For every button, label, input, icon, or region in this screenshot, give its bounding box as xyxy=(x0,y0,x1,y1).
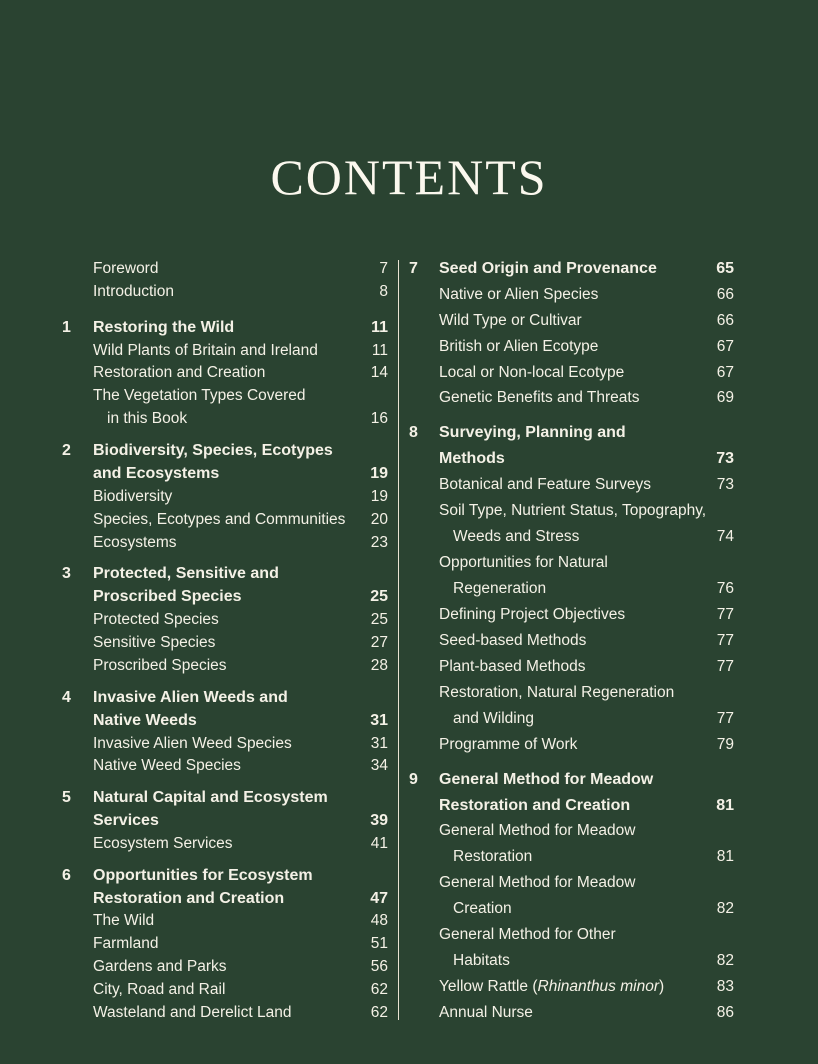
page-number: 39 xyxy=(370,812,388,829)
chapter-title-line: Opportunities for Ecosystem xyxy=(93,867,313,884)
chapter-title-line: Biodiversity, Species, Ecotypes xyxy=(93,442,333,459)
page-number: 76 xyxy=(716,580,734,597)
entry-title-line: Soil Type, Nutrient Status, Topography, xyxy=(439,502,707,519)
page-number: 14 xyxy=(370,364,388,381)
chapter-title-line: Proscribed Species xyxy=(93,588,242,605)
entry-title-line: Wasteland and Derelict Land xyxy=(93,1004,292,1021)
entry-title-line: Habitats xyxy=(453,952,510,969)
entry-title-line: The Vegetation Types Covered xyxy=(93,387,306,404)
page-number: 77 xyxy=(716,710,734,727)
page-number: 79 xyxy=(716,736,734,753)
page-number: 81 xyxy=(716,797,734,814)
entry-title-line: Native Weed Species xyxy=(93,757,241,774)
page-number: 25 xyxy=(370,611,388,628)
page-number: 48 xyxy=(370,912,388,929)
entry-title-line: Creation xyxy=(453,900,512,917)
page-number: 62 xyxy=(370,1004,388,1021)
page-number: 67 xyxy=(716,338,734,355)
chapter-number: 3 xyxy=(62,565,71,582)
entry-title-line: Restoration, Natural Regeneration xyxy=(439,684,675,701)
entry-title-line: Plant-based Methods xyxy=(439,658,586,675)
page-number: 82 xyxy=(716,900,734,917)
species-name: Rhinanthus minor xyxy=(537,978,659,995)
page-number: 74 xyxy=(716,528,734,545)
page-number: 19 xyxy=(370,488,388,505)
entry-title-line: Local or Non-local Ecotype xyxy=(439,364,625,381)
chapter-title-line: Restoration and Creation xyxy=(93,890,285,907)
page-number: 41 xyxy=(370,835,388,852)
entry-title-line: Wild Plants of Britain and Ireland xyxy=(93,342,318,359)
entry-title-line: Biodiversity xyxy=(93,488,173,505)
entry-title-line: Yellow Rattle (Rhinanthus minor) xyxy=(439,978,665,995)
page-number: 73 xyxy=(716,450,734,467)
entry-title-line: Invasive Alien Weed Species xyxy=(93,735,292,752)
page-number: 25 xyxy=(370,588,388,605)
page-number: 66 xyxy=(716,286,734,303)
entry-title-line: Restoration and Creation xyxy=(93,364,266,381)
chapter-title-line: Seed Origin and Provenance xyxy=(439,260,657,277)
entry-title-line: General Method for Other xyxy=(439,926,616,943)
page-number: 28 xyxy=(370,657,388,674)
entry-title-line: Gardens and Parks xyxy=(93,958,227,975)
entry-title-line: Ecosystems xyxy=(93,534,177,551)
entry-title-line: Proscribed Species xyxy=(93,657,227,674)
chapter-number: 4 xyxy=(62,689,71,706)
chapter-number: 1 xyxy=(62,319,71,336)
entry-title-line: and Wilding xyxy=(453,710,534,727)
page-number: 34 xyxy=(370,757,388,774)
chapter-title-line: Natural Capital and Ecosystem xyxy=(93,789,328,806)
entry-title-line: General Method for Meadow xyxy=(439,874,636,891)
entry-title-line: City, Road and Rail xyxy=(93,981,226,998)
page-number: 67 xyxy=(716,364,734,381)
entry-title-line: British or Alien Ecotype xyxy=(439,338,599,355)
chapter-title-line: Methods xyxy=(439,450,505,467)
page-number: 11 xyxy=(371,342,388,359)
entry-title-line: Species, Ecotypes and Communities xyxy=(93,511,346,528)
chapter-number: 8 xyxy=(409,424,418,441)
chapter-title-line: Protected, Sensitive and xyxy=(93,565,279,582)
page-number: 77 xyxy=(716,658,734,675)
entry-title-line: Sensitive Species xyxy=(93,634,216,651)
chapter-number: 6 xyxy=(62,867,71,884)
entry-title-line: Defining Project Objectives xyxy=(439,606,626,623)
chapter-title-line: Invasive Alien Weeds and xyxy=(93,689,288,706)
chapter-number: 9 xyxy=(409,771,418,788)
entry-title-line: Annual Nurse xyxy=(439,1004,533,1021)
page-number: 77 xyxy=(716,606,734,623)
chapter-number: 7 xyxy=(409,260,418,277)
page-number: 7 xyxy=(379,260,388,277)
page-number: 27 xyxy=(370,634,388,651)
page-number: 73 xyxy=(716,476,734,493)
entry-title-line: Weeds and Stress xyxy=(453,528,580,545)
chapter-number: 2 xyxy=(62,442,71,459)
entry-title-line: Genetic Benefits and Threats xyxy=(439,389,640,406)
chapter-title-line: Restoration and Creation xyxy=(439,797,631,814)
entry-title-line: Opportunities for Natural xyxy=(439,554,608,571)
entry-title-line: Wild Type or Cultivar xyxy=(439,312,582,329)
entry-title-line: Restoration xyxy=(453,848,533,865)
page-number: 82 xyxy=(716,952,734,969)
page-number: 31 xyxy=(370,735,388,752)
chapter-title-line: Restoring the Wild xyxy=(93,319,235,336)
page-number: 56 xyxy=(370,958,388,975)
page-number: 69 xyxy=(716,389,734,406)
page-number: 66 xyxy=(716,312,734,329)
entry-title-line: Foreword xyxy=(93,260,159,277)
page-number: 81 xyxy=(716,848,734,865)
entry-title-line: Protected Species xyxy=(93,611,219,628)
entry-title-line: Regeneration xyxy=(453,580,547,597)
entry-title-line: Farmland xyxy=(93,935,159,952)
page-number: 8 xyxy=(379,283,388,300)
page-title: CONTENTS xyxy=(270,149,548,205)
entry-title-line: Seed-based Methods xyxy=(439,632,587,649)
page-number: 62 xyxy=(370,981,388,998)
chapter-number: 5 xyxy=(62,789,71,806)
chapter-title-line: Surveying, Planning and xyxy=(439,424,626,441)
page-number: 20 xyxy=(370,511,388,528)
entry-title-line: Ecosystem Services xyxy=(93,835,233,852)
page-number: 83 xyxy=(716,978,734,995)
chapter-title-line: Services xyxy=(93,812,159,829)
page-number: 86 xyxy=(716,1004,734,1021)
entry-title-line: Botanical and Feature Surveys xyxy=(439,476,651,493)
page-number: 77 xyxy=(716,632,734,649)
page-number: 47 xyxy=(370,890,388,907)
entry-title-line: Programme of Work xyxy=(439,736,578,753)
page-number: 31 xyxy=(370,712,388,729)
entry-title-line: in this Book xyxy=(107,410,188,427)
entry-title-line: General Method for Meadow xyxy=(439,822,636,839)
page-number: 23 xyxy=(370,534,388,551)
page-number: 65 xyxy=(716,260,734,277)
chapter-title-line: Native Weeds xyxy=(93,712,197,729)
page-number: 11 xyxy=(371,319,388,336)
page-number: 51 xyxy=(370,935,388,952)
entry-title-line: The Wild xyxy=(93,912,155,929)
entry-title-line: Introduction xyxy=(93,283,174,300)
chapter-title-line: General Method for Meadow xyxy=(439,771,654,788)
page-number: 19 xyxy=(370,465,388,482)
entry-title-line: Native or Alien Species xyxy=(439,286,599,303)
column-divider xyxy=(398,260,399,1020)
chapter-title-line: and Ecosystems xyxy=(93,465,220,482)
page-number: 16 xyxy=(370,410,388,427)
